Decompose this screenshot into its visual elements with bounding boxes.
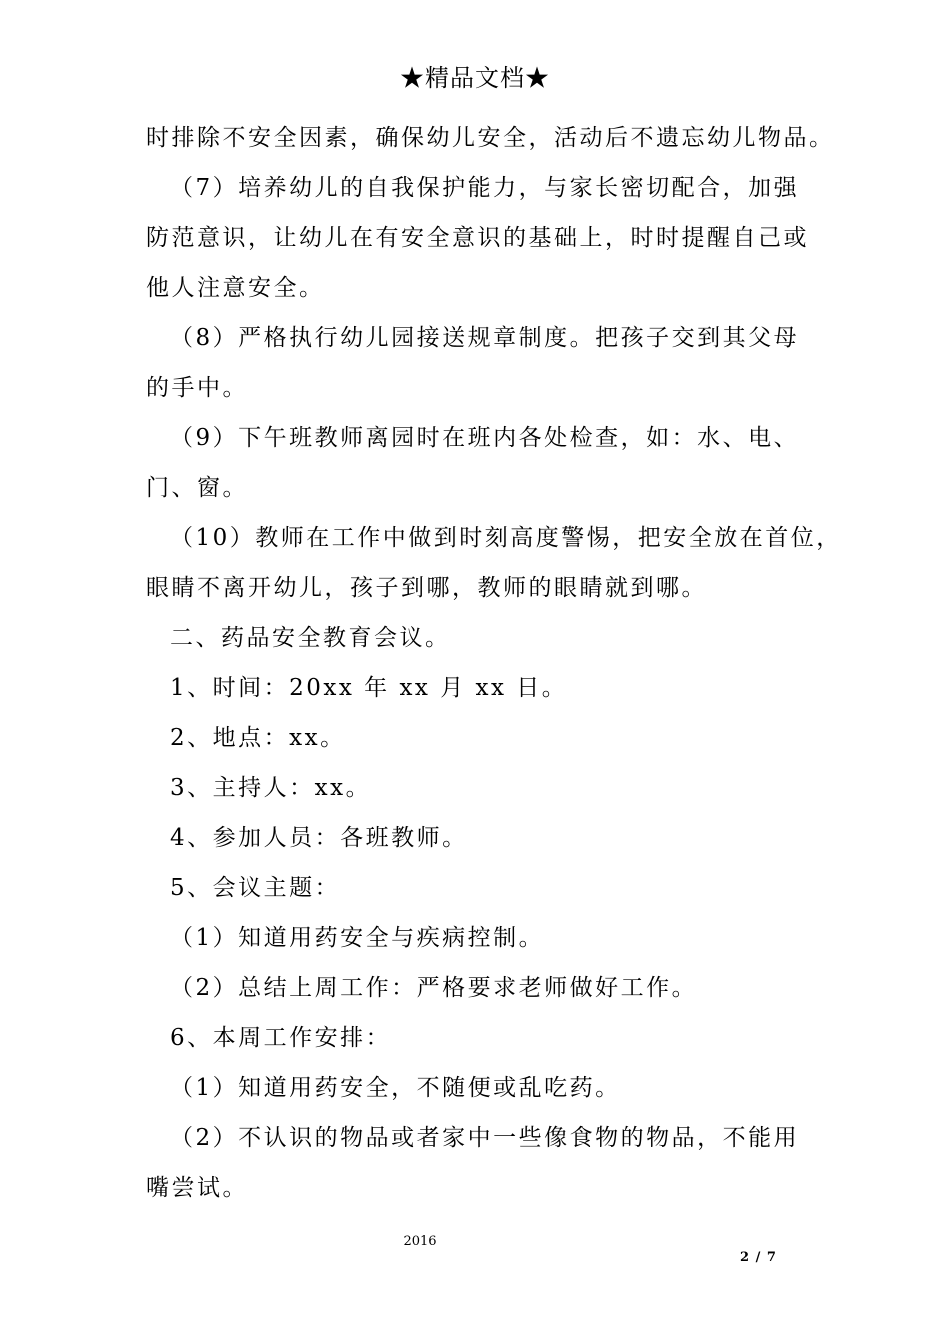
document-header-title: ★精品文档★ xyxy=(400,64,550,92)
text-line: 3、主持人：xx。 xyxy=(170,775,372,801)
text-line: 1、时间：20xx 年 xx 月 xx 日。 xyxy=(170,675,568,701)
document-body xyxy=(146,113,842,1213)
text-line: （2）不认识的物品或者家中一些像食物的物品，不能用 xyxy=(170,1125,800,1151)
text-line: 嘴尝试。 xyxy=(146,1175,248,1201)
text-line: （1）知道用药安全，不随便或乱吃药。 xyxy=(170,1075,621,1101)
text-line: 眼睛不离开幼儿，孩子到哪，教师的眼睛就到哪。 xyxy=(146,575,707,601)
text-line: 他人注意安全。 xyxy=(146,275,325,301)
page-number: 2 / 7 xyxy=(740,1250,777,1265)
text-line: 5、会议主题： xyxy=(170,875,341,901)
text-line: 防范意识，让幼儿在有安全意识的基础上，时时提醒自己或 xyxy=(146,225,809,251)
text-line: 门、窗。 xyxy=(146,475,248,501)
footer-year: 2016 xyxy=(403,1234,437,1249)
text-line: （1）知道用药安全与疾病控制。 xyxy=(170,925,545,951)
text-line: 二、药品安全教育会议。 xyxy=(170,625,451,651)
text-line: （8）严格执行幼儿园接送规章制度。把孩子交到其父母 xyxy=(170,325,800,351)
text-line: 4、参加人员：各班教师。 xyxy=(170,825,468,851)
text-line: 2、地点：xx。 xyxy=(170,725,346,751)
text-line: 时排除不安全因素，确保幼儿安全，活动后不遗忘幼儿物品。 xyxy=(146,125,835,151)
text-line: （9）下午班教师离园时在班内各处检查，如：水、电、 xyxy=(170,425,800,451)
text-line: （7）培养幼儿的自我保护能力，与家长密切配合，加强 xyxy=(170,175,800,201)
text-line: 6、本周工作安排： xyxy=(170,1025,392,1051)
text-line: 的手中。 xyxy=(146,375,248,401)
text-line: （10）教师在工作中做到时刻高度警惕，把安全放在首位， xyxy=(170,525,842,551)
text-line: （2）总结上周工作：严格要求老师做好工作。 xyxy=(170,975,698,1001)
